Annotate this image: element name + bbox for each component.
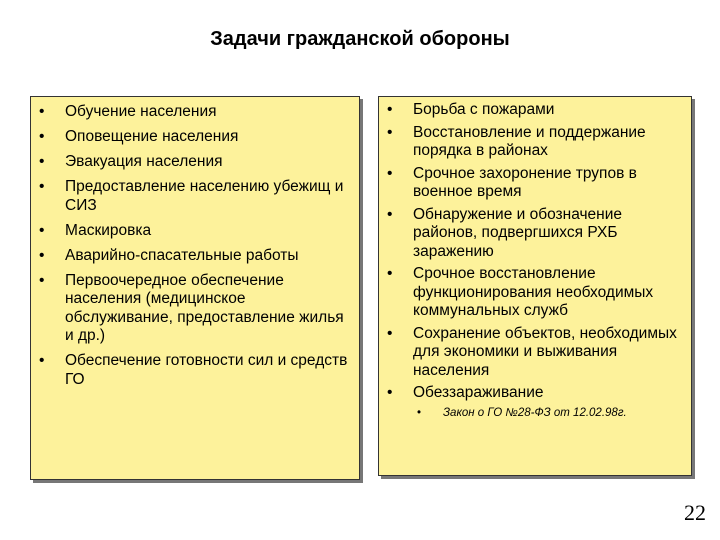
law-reference-item [385,405,683,421]
list-item [385,206,683,262]
list-item-text: Маскировка [65,221,152,239]
list-item [37,352,351,389]
list-item [385,384,683,403]
list-item [385,325,683,381]
bullet-icon: • [387,164,393,182]
bullet-icon: • [39,153,45,170]
list-item [37,247,351,266]
list-item-text: Обучение населения [65,103,217,120]
bullet-icon: • [39,103,45,120]
bullet-icon: • [387,123,393,141]
list-item-text: Борьба с пожарами [413,101,555,118]
bullet-icon: • [39,246,45,264]
law-reference-text: Закон о ГО №28-ФЗ от 12.02.98г. [443,406,627,419]
list-item-text: Оповещение населения [65,128,239,145]
list-item-text: Обнаружение и обозначение районов, подвергшихся РХБ заражению [413,205,623,260]
bullet-icon: • [39,352,45,369]
bullet-icon: • [387,384,393,401]
list-item-text: Сохранение объектов, необходимых для экономики и выживания населения [413,324,677,379]
left-task-panel [30,96,360,480]
list-item-text: Обеззараживание [413,384,544,401]
list-item [37,153,351,172]
list-item-text: Предоставление населению убежищ и СИЗ [65,178,344,214]
bullet-icon: • [387,324,393,342]
list-item-text: Срочное восстановление функционирования необходимых коммунальных служб [413,265,654,319]
page-number: 22 [684,500,706,525]
bullet-icon: • [387,205,393,223]
right-task-panel [378,96,692,476]
left-task-list [31,97,359,389]
slide-title: Задачи гражданской обороны [210,28,510,50]
bullet-icon: • [39,128,45,145]
list-item [37,178,351,215]
list-item [385,165,683,202]
list-item [37,272,351,346]
bullet-icon: • [39,221,45,239]
list-item [37,128,351,147]
right-task-list [379,97,691,421]
list-item-text: Эвакуация населения [65,153,223,170]
bullet-icon: • [387,101,393,118]
list-item-text: Обеспечение готовности сил и средств ГО [65,352,348,388]
bullet-icon: • [417,406,422,419]
list-item [385,101,683,120]
list-item-text: Восстановление и поддержание порядка в районах [413,123,646,159]
bullet-icon: • [387,265,393,282]
list-item-text: Срочное захоронение трупов в военное время [413,164,637,200]
list-item [385,265,683,321]
list-item-text: Первоочередное обеспечение населения (медицинское обслуживание, предоставление жилья и др.) [65,271,344,344]
list-item [37,222,351,241]
list-item [385,124,683,161]
list-item-text: Аварийно-спасательные работы [65,246,299,264]
bullet-icon: • [39,271,45,289]
list-item [37,103,351,122]
bullet-icon: • [39,178,45,195]
